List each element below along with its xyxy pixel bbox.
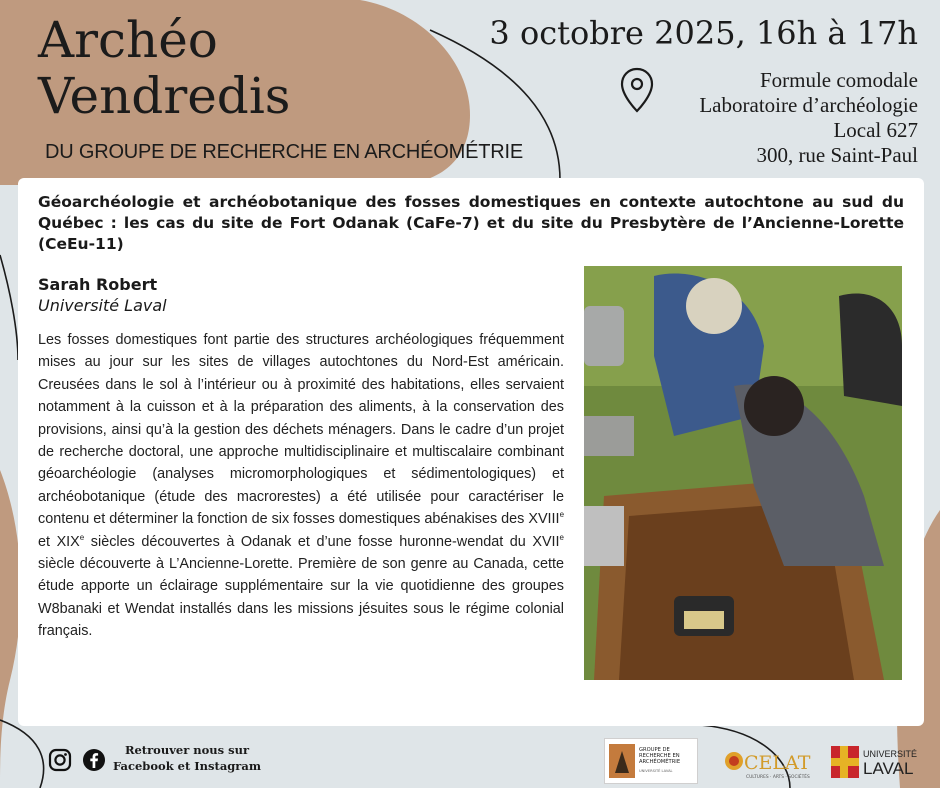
talk-abstract [38,329,564,643]
universite-laval-logo [830,744,922,780]
excavation-photo [584,266,902,680]
logo-group-text1: GROUPE DE [639,747,670,753]
abstract-part-a: Les fosses domestiques font partie des structures archéologiques fréquemment mises au jour sur les sites de villages autochtones du Nord-Est américain. Creusées dans le sol à l’intérieur ou à proximité des habitations, elles servaient notamment à la cuisson et à la préparation des aliments, à la conservation des provisions, ainsi qu’à la gestion des déchets ménagers. Dans le cadre d’un projet de recherche doctoral, une approche multidisciplinaire et multiscalaire combinant géoarchéologie (analyses micromorphologiques et sédimentologiques) et archéobotanique (étude des macrorestes) a été utilisée pour caractériser le contenu et déterminer la fonction de six fosses domestiques abénakises des XVIII [38,332,564,528]
social-text [112,742,262,774]
location-line4: 300, rue Saint-Paul [756,143,918,167]
event-subtitle: DU GROUPE DE RECHERCHE EN ARCHÉOMÉTRIE [45,141,524,163]
talk-card [18,178,924,726]
event-title-line2: Vendredis [38,67,291,125]
abstract-part-c: siècles découvertes à Odanak et d’une fosse huronne-wendat du XVII [84,533,560,550]
location-line2: Laboratoire d’archéologie [699,93,918,117]
logo-ul-line2: LAVAL [863,759,914,778]
event-title-line1: Archéo [38,11,218,69]
abstract-sup-3: e [559,532,564,542]
speaker-affiliation: Université Laval [38,296,167,315]
research-group-logo [604,738,698,784]
instagram-icon[interactable] [48,748,72,772]
talk-title: Géoarchéologie et archéobotanique des fosses domestiques en contexte autochtone au sud du Québec : les cas du site de Fort Odanak (CaFe-7) et du site du Presbytère de l’Ancienne-Lorette (CeEu-11) [38,193,904,253]
social-text-line2: Facebook et Instagram [113,759,261,773]
abstract-part-d: siècle découverte à L’Ancienne-Lorette. Première de son genre au Canada, cette étude apporte un éclairage supplémentaire sur la vie quotidienne des groupes W8banaki et Wendat installés dans les missions jésuites sous le régime colonial français. [38,556,564,640]
logo-group-text2: RECHERCHE EN [639,753,680,759]
curve-line-left [0,255,18,360]
logo-celat-text: CELAT [744,752,811,774]
social-icons [48,748,106,772]
abstract-part-b: et XIX [38,533,80,550]
logo-group-text4: UNIVERSITÉ LAVAL [639,769,673,773]
event-location [699,68,918,168]
facebook-icon[interactable] [82,748,106,772]
logo-ul-line1: UNIVERSITÉ [863,749,918,759]
event-date: 3 octobre 2025, 16h à 17h [489,14,918,52]
event-title [38,12,290,124]
abstract-sup-2: e [79,532,85,542]
curve-line-bottom [0,720,44,788]
logo-group-text3: ARCHÉOMÉTRIE [639,759,681,765]
location-pin-icon [618,66,656,114]
logo-celat-sub: CULTURES · ARTS · SOCIÉTÉS [746,775,810,780]
location-line3: Local 627 [833,118,918,142]
celat-logo [722,745,822,781]
location-line1: Formule comodale [759,68,918,92]
abstract-sup-1: e [559,510,565,520]
social-text-line1: Retrouver nous sur [124,743,250,757]
speaker-name: Sarah Robert [38,275,158,294]
